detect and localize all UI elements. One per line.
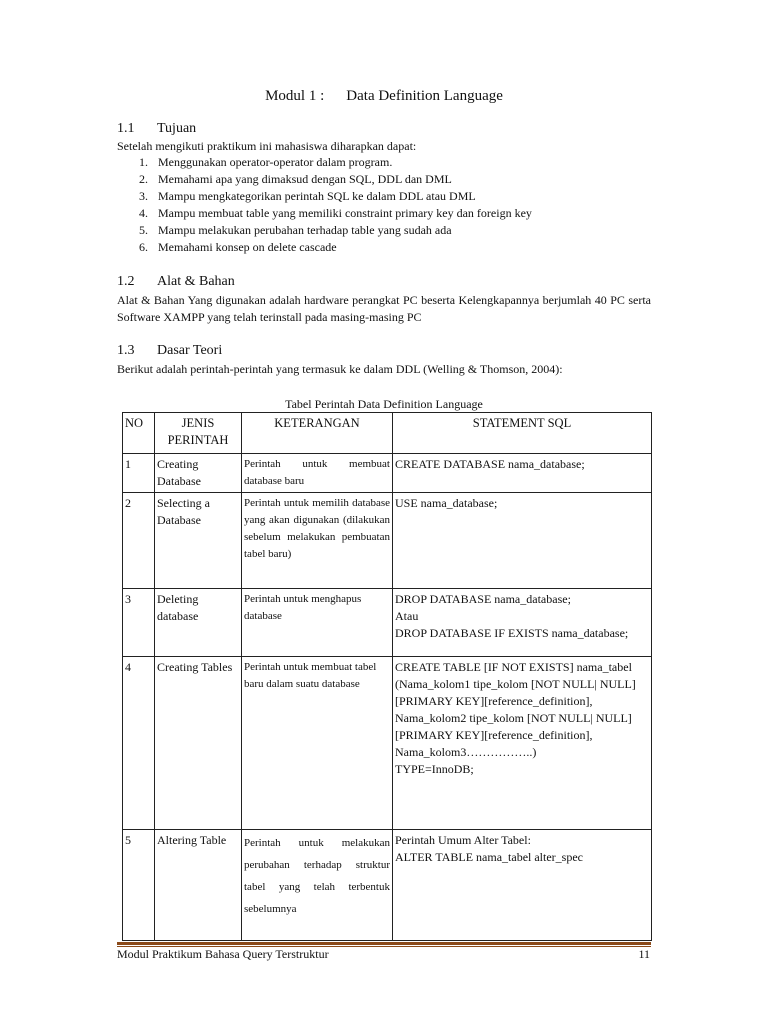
section-heading-tujuan	[117, 121, 196, 137]
header-jenis: JENIS PERINTAH	[155, 413, 242, 454]
cell-jenis: Selecting a Database	[155, 493, 242, 589]
cell-no: 2	[123, 493, 155, 589]
section-heading-teori	[117, 343, 222, 359]
module-number: Modul 1 :	[265, 88, 325, 104]
table-caption: Tabel Perintah Data Definition Language	[285, 397, 483, 411]
header-statement: STATEMENT SQL	[393, 413, 652, 454]
tujuan-intro: Setelah mengikuti praktikum ini mahasiswa diharapkan dapat:	[117, 139, 417, 153]
section-number: 1.3	[117, 343, 135, 358]
alat-paragraph: Alat & Bahan Yang digunakan adalah hardware perangkat PC beserta Kelengkapannya berjumlah 40 PC serta Software XAMPP yang telah terinstall pada masing-masing PC	[117, 293, 651, 324]
page-title	[0, 88, 768, 105]
table-row	[123, 830, 652, 941]
table-row	[123, 589, 652, 657]
list-item: 2. Memahami apa yang dimaksud dengan SQL, DDL dan DML	[139, 172, 452, 186]
section-title: Dasar Teori	[157, 343, 223, 358]
cell-statement: CREATE DATABASE nama_database;	[393, 454, 652, 493]
objectives-list	[118, 154, 532, 256]
table-row	[123, 493, 652, 589]
cell-statement: USE nama_database;	[393, 493, 652, 589]
list-item: 6. Memahami konsep on delete cascade	[139, 240, 337, 254]
teori-paragraph: Berikut adalah perintah-perintah yang termasuk ke dalam DDL (Welling & Thomson, 2004):	[117, 362, 563, 376]
table-header-row	[123, 413, 652, 454]
section-title: Alat & Bahan	[157, 274, 235, 289]
section-heading-alat	[117, 274, 235, 290]
list-item: 3. Mampu mengkategorikan perintah SQL ke dalam DDL atau DML	[139, 189, 476, 203]
cell-statement: DROP DATABASE nama_database; Atau DROP DATABASE IF EXISTS nama_database;	[393, 589, 652, 657]
module-name: Data Definition Language	[346, 88, 503, 104]
section-number: 1.1	[117, 121, 135, 136]
section-number: 1.2	[117, 274, 135, 289]
cell-jenis: Deleting database	[155, 589, 242, 657]
header-no: NO	[123, 413, 155, 454]
footer-divider	[117, 942, 651, 945]
header-keterangan: KETERANGAN	[242, 413, 393, 454]
cell-no: 5	[123, 830, 155, 941]
cell-keterangan: Perintah untuk membuat database baru	[242, 454, 393, 493]
ddl-table	[122, 412, 652, 941]
table-row	[123, 657, 652, 830]
cell-statement: CREATE TABLE [IF NOT EXISTS] nama_tabel (Nama_kolom1 tipe_kolom [NOT NULL| NULL] [PRIMARY KEY][reference_definition], Nama_kolom2 tipe_kolom [NOT NULL| NULL] [PRIMARY KEY][reference_definition], Nama_kolom3……………..) TYPE=InnoDB;	[393, 657, 652, 830]
cell-jenis: Creating Tables	[155, 657, 242, 830]
cell-jenis: Creating Database	[155, 454, 242, 493]
footer-title: Modul Praktikum Bahasa Query Terstruktur	[117, 947, 329, 961]
cell-keterangan: Perintah untuk membuat tabel baru dalam suatu database	[242, 657, 393, 830]
cell-jenis: Altering Table	[155, 830, 242, 941]
page-number: 11	[638, 947, 650, 961]
cell-no: 3	[123, 589, 155, 657]
cell-no: 1	[123, 454, 155, 493]
list-item: 5. Mampu melakukan perubahan terhadap table yang sudah ada	[139, 223, 452, 237]
list-item: 1. Menggunakan operator-operator dalam program.	[139, 155, 393, 169]
cell-keterangan: Perintah untuk melakukan perubahan terhadap struktur tabel yang telah terbentuk sebelumnya	[242, 830, 393, 941]
cell-no: 4	[123, 657, 155, 830]
cell-keterangan: Perintah untuk menghapus database	[242, 589, 393, 657]
cell-keterangan: Perintah untuk memilih database yang akan digunakan (dilakukan sebelum melakukan pembuatan tabel baru)	[242, 493, 393, 589]
table-row	[123, 454, 652, 493]
cell-statement: Perintah Umum Alter Tabel: ALTER TABLE nama_tabel alter_spec	[393, 830, 652, 941]
section-title: Tujuan	[157, 121, 197, 136]
list-item: 4. Mampu membuat table yang memiliki constraint primary key dan foreign key	[139, 206, 532, 220]
